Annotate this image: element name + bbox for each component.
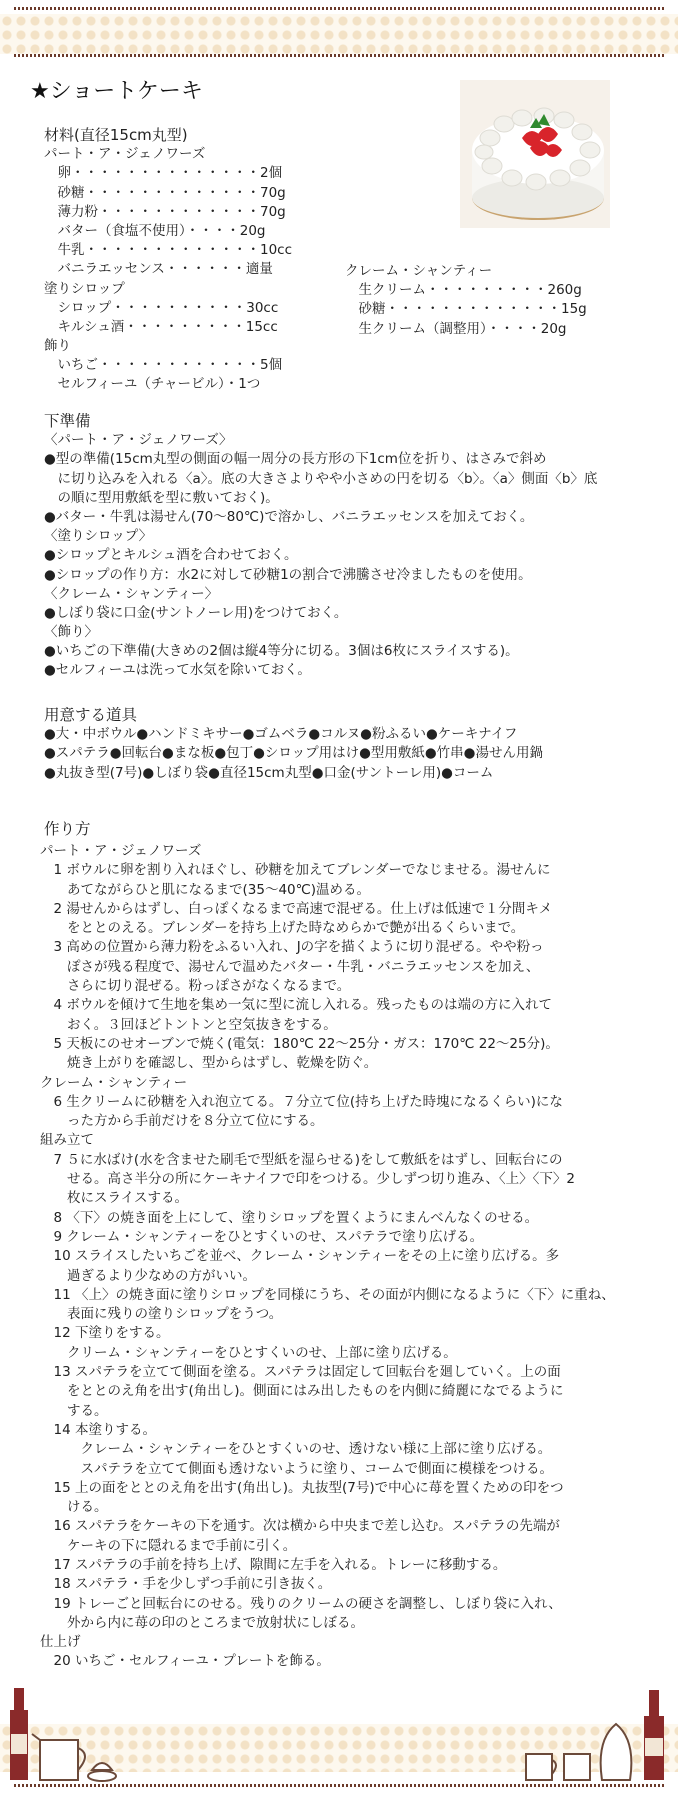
method-steps	[40, 842, 650, 1672]
bottom-decoration	[0, 1680, 678, 1800]
prep-line: 〈クレーム・シャンティー〉	[44, 585, 219, 602]
method-line: 焼き上がりを確認し、型からはずし、乾燥を防ぐ。	[40, 1055, 378, 1072]
method-line: 1 ボウルに卵を割り入れほぐし、砂糖を加えてブレンダーでなじませる。湯せんに	[40, 862, 551, 879]
cake-photo	[460, 80, 610, 228]
tools-line: ●丸抜き型(7号)●しぼり袋●直径15cm丸型●口金(サントーレ用)●コーム	[44, 764, 494, 781]
method-line: 19 トレーごと回転台にのせる。残りのクリームの硬さを調整し、しぼり袋に入れ、	[40, 1595, 562, 1612]
method-line: 過ぎるより少なめの方がいい。	[40, 1267, 256, 1284]
method-line: クリーム・シャンティーをひとすくいのせ、上部に塗り広げる。	[40, 1344, 457, 1361]
prep-line: ●しぼり袋に口金(サントノーレ用)をつけておく。	[44, 604, 348, 621]
method-line: 2 湯せんからはずし、白っぽくなるまで高速で混ぜる。仕上げは低速で１分間キメ	[40, 900, 553, 917]
ingredient-line: キルシュ酒・・・・・・・・・15cc	[44, 318, 278, 335]
method-line: 組み立て	[40, 1132, 94, 1149]
method-line: パート・ア・ジェノワーズ	[40, 843, 202, 859]
prep-line: ●シロップの作り方：水2に対して砂糖1の割合で沸騰させ冷ましたものを使用。	[44, 566, 532, 583]
method-line: 6 生クリームに砂糖を入れ泡立てる。７分立て位(持ち上げた時塊になるくらい)にな	[40, 1093, 563, 1110]
prep-section	[44, 412, 597, 681]
ingredients-section	[44, 126, 292, 395]
tableware-right-icon	[520, 1680, 672, 1784]
method-line: ける。	[40, 1499, 108, 1516]
ingredient-line: パート・ア・ジェノワーズ	[44, 146, 206, 163]
prep-line: 〈飾り〉	[44, 624, 98, 641]
method-line: クレーム・シャンティーをひとすくいのせ、透けない様に上部に塗り広げる。	[40, 1441, 552, 1458]
ingredient-line: シロップ・・・・・・・・・・30cc	[44, 299, 279, 316]
method-header	[44, 820, 91, 839]
method-line: 16 スパテラをケーキの下を通す。次は横から中央まで差し込む。スパテラの先端が	[40, 1518, 560, 1535]
ingredients-header: 材料(直径15cm丸型)	[44, 126, 188, 144]
method-line: 仕上げ	[40, 1634, 81, 1651]
method-line: ケーキの下に隠れるまで手前に引く。	[40, 1537, 297, 1554]
method-line: 外から内に苺の印のところまで放射状にしぼる。	[40, 1614, 364, 1631]
ingredient-line: 飾り	[44, 338, 71, 355]
method-line: 8 〈下〉の焼き面を上にして、塗りシロップを置くようにまんべんなくのせる。	[40, 1209, 539, 1226]
method-line: 表面に残りの塗りシロップをうつ。	[40, 1306, 283, 1323]
method-line: する。	[40, 1402, 108, 1419]
method-line: あてながらひと肌になるまで(35〜40℃)温める。	[40, 881, 371, 898]
prep-header: 下準備	[44, 412, 91, 430]
method-line: 20 いちご・セルフィーユ・プレートを飾る。	[40, 1653, 330, 1670]
ingredient-line: 砂糖・・・・・・・・・・・・・15g	[345, 301, 587, 318]
method-line: 5 天板にのせオーブンで焼く(電気：180℃ 22〜25分・ガス：170℃ 22〜25分)。	[40, 1035, 559, 1052]
method-line: おく。３回ほどトントンと空気抜きをする。	[40, 1016, 337, 1033]
ingredient-line: いちご・・・・・・・・・・・・5個	[44, 357, 283, 374]
tableware-left-icon	[6, 1680, 126, 1784]
method-line: 17 スパテラの手前を持ち上げ、隙間に左手を入れる。トレーに移動する。	[40, 1556, 507, 1573]
method-line: 14 本塗りする。	[40, 1421, 156, 1438]
tools-header: 用意する道具	[44, 706, 138, 724]
method-header-text: 作り方	[44, 820, 91, 838]
prep-line: 〈塗りシロップ〉	[44, 528, 153, 545]
method-line: をととのえ角を出す(角出し)。側面にはみ出したものを内側に綺麗になでるように	[40, 1383, 564, 1400]
ingredient-line: クレーム・シャンティー	[345, 263, 493, 279]
tools-section	[44, 706, 543, 783]
prep-line: ●シロップとキルシュ酒を合わせておく。	[44, 547, 298, 564]
method-line: 12 下塗りをする。	[40, 1325, 170, 1342]
prep-line: に切り込みを入れる〈a〉。底の大きさよりやや小さめの円を切る〈b〉。〈a〉側面〈b〉底	[44, 470, 598, 487]
method-line: ぽさが残る程度で、湯せんで温めたバター・牛乳・バニラエッセンスを加え、	[40, 958, 540, 975]
method-line: 9 クレーム・シャンティーをひとすくいのせ、スパテラで塗り広げる。	[40, 1228, 484, 1245]
method-line: 4 ボウルを傾けて生地を集め一気に型に流し入れる。残ったものは端の方に入れて	[40, 997, 552, 1014]
ingredient-line: 生クリーム・・・・・・・・・260g	[345, 282, 582, 299]
top-decoration	[0, 0, 678, 58]
ingredient-line: 卵・・・・・・・・・・・・・・2個	[44, 165, 283, 182]
ingredient-line: 薄力粉・・・・・・・・・・・・70g	[44, 203, 286, 220]
ingredient-line: 生クリーム（調整用）・・・・20g	[345, 320, 567, 337]
prep-line: ●いちごの下準備(大きめの2個は縦4等分に切る。3個は6枚にスライスする)。	[44, 643, 519, 660]
prep-line: ●バター・牛乳は湯せん(70〜80℃)で溶かし、バニラエッセンスを加えておく。	[44, 508, 534, 525]
tools-line: ●大・中ボウル●ハンドミキサー●ゴムベラ●コルヌ●粉ふるい●ケーキナイフ	[44, 726, 518, 743]
method-line: 10 スライスしたいちごを並べ、クレーム・シャンティーをその上に塗り広げる。多	[40, 1248, 560, 1265]
method-line: った方から手前だけを８分立て位にする。	[40, 1113, 324, 1130]
ingredient-line: 塗りシロップ	[44, 280, 125, 297]
method-line: スパテラを立てて側面も透けないように塗り、コームで側面に模様をつける。	[40, 1460, 553, 1477]
method-line: 枚にスライスする。	[40, 1190, 188, 1207]
prep-line: ●型の準備(15cm丸型の側面の幅一周分の長方形の下1cm位を折り、はさみで斜め	[44, 451, 547, 468]
recipe-title: ★ショートケーキ	[30, 79, 203, 104]
ingredients-right-column	[345, 262, 587, 339]
method-line: 15 上の面をととのえ角を出す(角出し)。丸抜型(7号)で中心に苺を置くための印をつ	[40, 1479, 564, 1496]
method-line: さらに切り混ぜる。粉っぽさがなくなるまで。	[40, 978, 351, 995]
tools-line: ●スパテラ●回転台●まな板●包丁●シロップ用はけ●型用敷紙●竹串●湯せん用鍋	[44, 745, 543, 762]
ingredient-line: バター（食塩不使用）・・・・20g	[44, 222, 266, 239]
method-line: 18 スパテラ・手を少しずつ手前に引き抜く。	[40, 1576, 332, 1593]
method-line: 13 スパテラを立てて側面を塗る。スパテラは固定して回転台を廻していく。上の面	[40, 1364, 561, 1381]
method-line: せる。高さ半分の所にケーキナイフで印をつける。少しずつ切り進み、〈上〉〈下〉2	[40, 1171, 575, 1188]
prep-line: の順に型用敷紙を型に敷いておく)。	[44, 489, 279, 506]
ingredient-line: 砂糖・・・・・・・・・・・・・70g	[44, 184, 286, 201]
prep-line: ●セルフィーユは洗って水気を除いておく。	[44, 662, 311, 679]
method-line: 3 高めの位置から薄力粉をふるい入れ、Jの字を描くように切り混ぜる。やや粉っ	[40, 939, 544, 956]
prep-line: 〈パート・ア・ジェノワーズ〉	[44, 432, 233, 449]
method-line: 7 ５に水ばけ(水を含ませた刷毛で型紙を湿らせる)をして敷紙をはずし、回転台にの	[40, 1151, 563, 1168]
method-line: 11 〈上〉の焼き面に塗りシロップを同様にうち、その面が内側になるように〈下〉に重ね、	[40, 1286, 615, 1303]
ingredient-line: セルフィーユ（チャービル）・1つ	[44, 376, 261, 393]
ingredient-line: バニラエッセンス・・・・・・適量	[44, 261, 273, 278]
method-line: をととのえる。ブレンダーを持ち上げた時なめらかで艶が出るくらいまで。	[40, 920, 525, 937]
method-line: クレーム・シャンティー	[40, 1074, 188, 1091]
ingredient-line: 牛乳・・・・・・・・・・・・・10cc	[44, 242, 293, 259]
